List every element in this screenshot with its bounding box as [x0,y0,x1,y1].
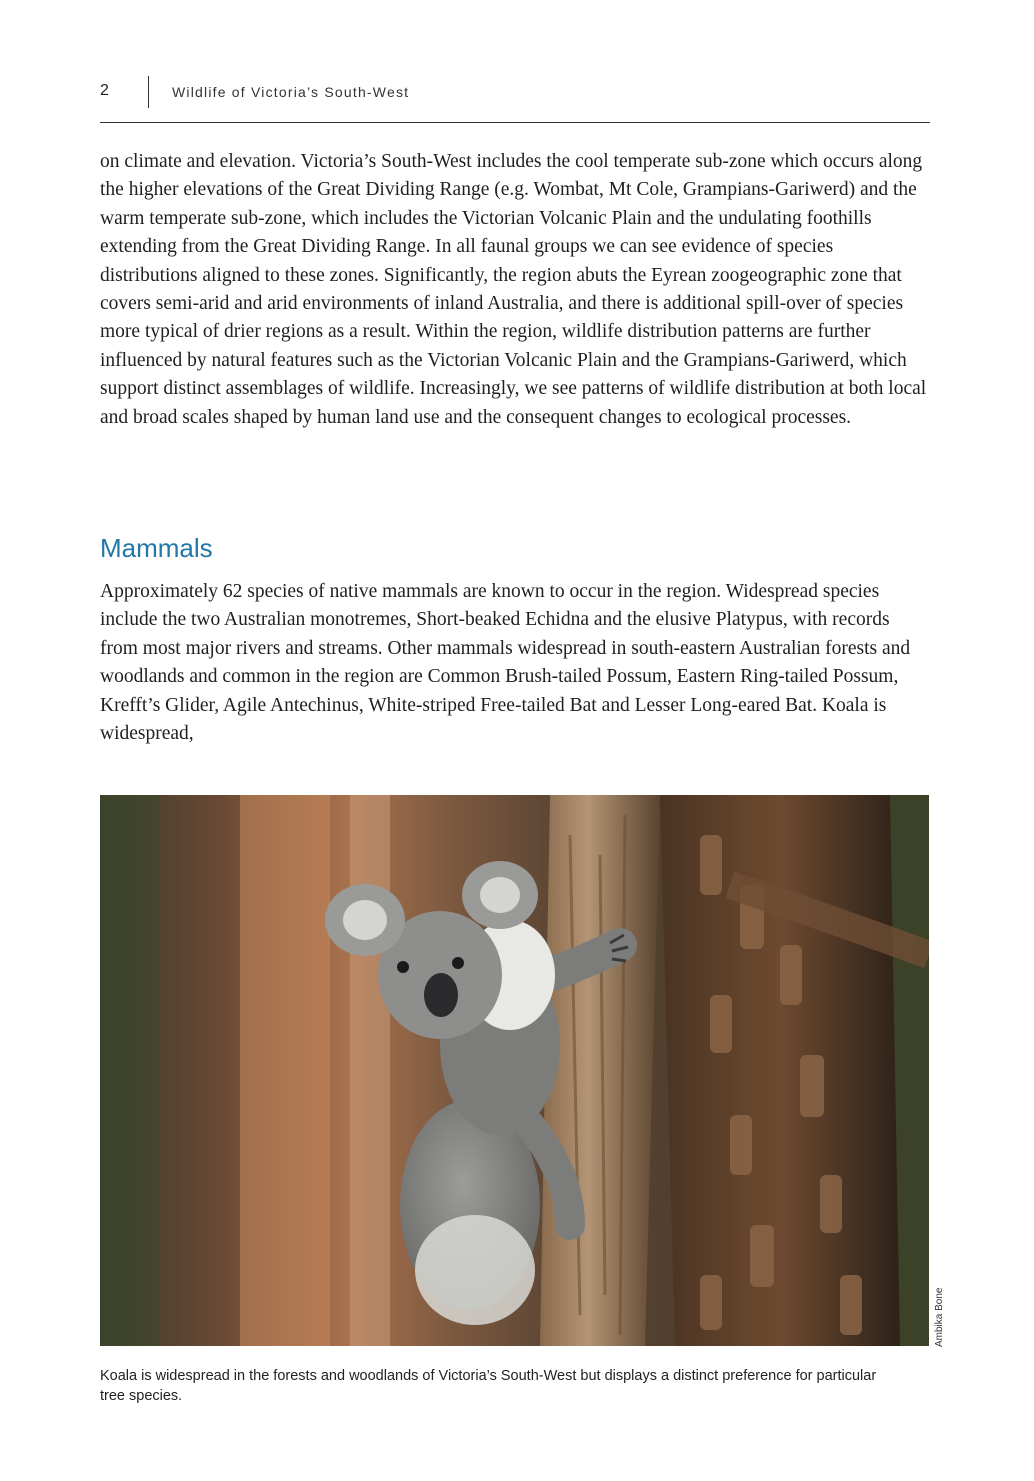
header-divider [148,76,149,108]
figure-caption: Koala is widespread in the forests and woodlands of Victoria’s South-West but displays a distinct preference for particular tree species. [100,1368,877,1404]
section-heading-mammals: Mammals [100,533,213,563]
intro-paragraph: on climate and elevation. Victoria’s South-West includes the cool temperate sub-zone which occurs along the higher elevations of the Great Dividing Range (e.g. Wombat, Mt Cole, Grampians-Gariwerd) and the warm temperate sub-zone, which includes the Victorian Volcanic Plain and the undulating foothills extending from the Great Dividing Range. In all faunal groups we can see evidence of species distributions aligned to these zones. Significantly, the region abuts the Eyrean zoogeographic zone that covers semi-arid and arid environments of inland Australia, and there is additional spill-over of species more typical of drier regions as a result. Within the region, wildlife distribution patterns are further influenced by natural features such as the Victorian Volcanic Plain and the Grampians-Gariwerd, which support distinct assemblages of wildlife. Increasingly, we see patterns of wildlife distribution at both local and broad scales shaped by human land use and the consequent changes to ecological processes. [100,151,927,428]
page-header [100,76,930,124]
running-title: Wildlife of Victoria’s South-West [172,84,410,100]
photo-credit: Ambika Bone [934,1287,945,1347]
koala-photo-illustration [100,795,929,1346]
page-number: 2 [100,82,109,99]
koala-photo [100,795,929,1346]
header-rule [100,122,930,123]
palm-trunk [660,795,900,1346]
mammals-paragraph: Approximately 62 species of native mammals are known to occur in the region. Widespread species include the two Australian monotremes, Short-beaked Echidna and the elusive Platypus, with records from most major rivers and streams. Other mammals widespread in south-eastern Australian forests and woodlands and common in the region are Common Brush-tailed Possum, Eastern Ring-tailed Possum, Krefft’s Glider, Agile Antechinus, White-striped Free-tailed Bat and Lesser Long-eared Bat. Koala is widespread, [100,581,911,745]
